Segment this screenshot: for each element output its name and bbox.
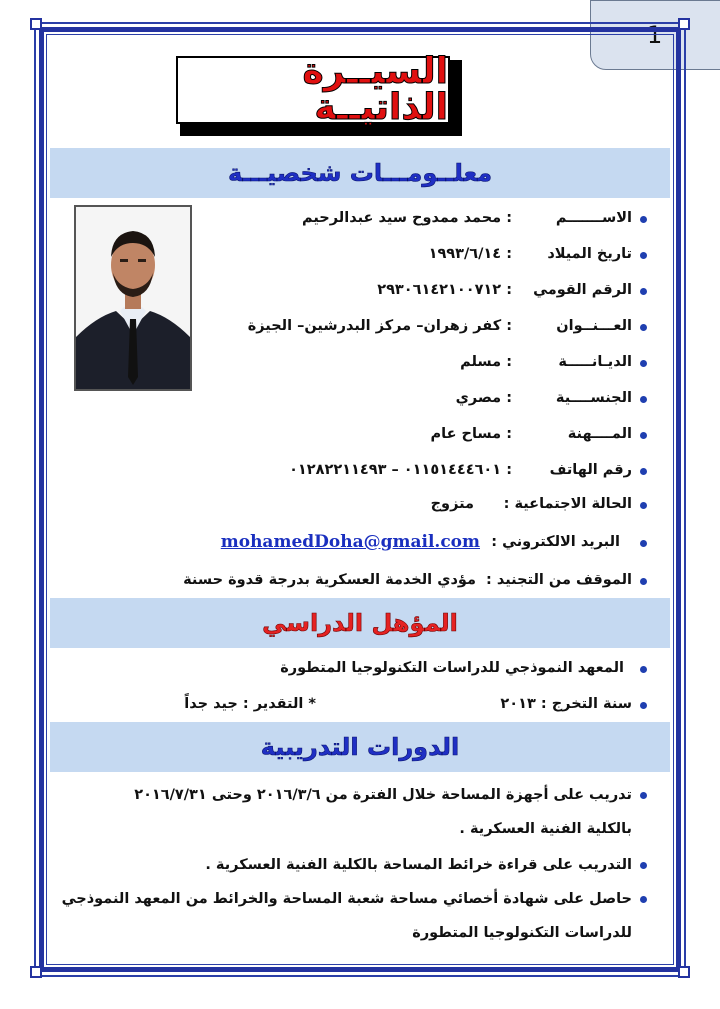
- personal-info-value: : ٠١١٥١٤٤٤٦٠١ – ٠١٢٨٢٢١١٤٩٣: [289, 462, 512, 478]
- email-label: البريد الالكتروني :: [491, 534, 620, 550]
- corner-ornament-bl: [30, 966, 42, 978]
- bullet-icon: [640, 396, 647, 403]
- personal-info-label: الرقم القومي: [533, 282, 632, 298]
- section-title-education: المؤهل الدراسي: [262, 609, 458, 637]
- section-band-education: [50, 598, 670, 648]
- personal-info-label: الجنســــية: [555, 390, 632, 406]
- bullet-icon: [640, 540, 647, 547]
- section-band-courses: [50, 722, 670, 772]
- course-item-1: [52, 778, 632, 846]
- bullet-icon: [640, 792, 647, 799]
- personal-info-label: المــــهنة: [567, 426, 632, 442]
- corner-ornament-br: [678, 966, 690, 978]
- bullet-icon: [640, 324, 647, 331]
- personal-info-value: : مصري: [455, 390, 512, 406]
- personal-info-label: الاســـــــم: [555, 210, 632, 226]
- person-portrait-icon: [76, 207, 190, 389]
- personal-info-label: العـــنــوان: [556, 318, 632, 334]
- bullet-icon: [640, 360, 647, 367]
- personal-info-value: : محمد ممدوح سيد عبدالرحيم: [302, 210, 512, 226]
- course-item-3-line-1: حاصل على شهادة أخصائي مساحة شعبة المساحة والخرائط من المعهد النموذجي: [61, 891, 632, 907]
- personal-info-value: : مساح عام: [430, 426, 512, 442]
- email-link[interactable]: mohamedDoha@gmail.com: [220, 532, 480, 552]
- military-label: الموقف من التجنيد :: [486, 572, 632, 588]
- title-box-inner: [176, 51, 450, 128]
- section-title-personal: معلــومـــات شخصيـــة: [227, 159, 493, 187]
- bullet-icon: [640, 896, 647, 903]
- bullet-icon: [640, 252, 647, 259]
- course-item-3-line-2: للدراسات التكنولوجيا المتطورة: [412, 925, 632, 941]
- education-institute: المعهد النموذجي للدراسات التكنولوجيا المتطورة: [280, 660, 624, 676]
- course-item-1-line-1: تدريب على أجهزة المساحة خلال الفترة من ٢٠١٦/٣/٦ وحتى ٢٠١٦/٧/٣١: [134, 787, 632, 803]
- document-title: السيــرة الذاتيــة: [302, 51, 448, 128]
- course-item-2: [52, 848, 632, 882]
- bullet-icon: [640, 288, 647, 295]
- bullet-icon: [640, 502, 647, 509]
- title-box: [180, 51, 462, 136]
- personal-info-value: : ١٩٩٣/٦/١٤: [428, 246, 512, 262]
- personal-info-value: : كفر زهران– مركز البدرشين– الجيزة: [247, 318, 512, 334]
- bullet-icon: [640, 216, 647, 223]
- section-band-personal: [50, 148, 670, 198]
- marital-value: متزوج: [430, 496, 474, 512]
- personal-info-value: : ٢٩٣٠٦١٤٢١٠٠٧١٢: [377, 282, 512, 298]
- corner-ornament-tr: [678, 18, 690, 30]
- graduation-year: سنة التخرج : ٢٠١٣: [500, 696, 632, 712]
- personal-info-label: رقم الهاتف: [549, 462, 632, 478]
- personal-info-label: تاريخ الميلاد: [547, 246, 632, 262]
- bullet-icon: [640, 578, 647, 585]
- bullet-icon: [640, 432, 647, 439]
- bullet-icon: [640, 666, 647, 673]
- corner-ornament-tl: [30, 18, 42, 30]
- section-title-courses: الدورات التدريبية: [260, 733, 460, 761]
- marital-label: الحالة الاجتماعية :: [503, 496, 632, 512]
- page-number: 1: [647, 21, 663, 49]
- bullet-icon: [640, 468, 647, 475]
- course-item-2-line-1: التدريب على قراءة خرائط المساحة بالكلية الفنية العسكرية .: [205, 857, 632, 873]
- personal-info-label: الديـانـــــة: [558, 354, 632, 370]
- bullet-icon: [640, 862, 647, 869]
- graduation-grade: * التقدير : جيد جداً: [184, 696, 316, 712]
- profile-photo: [74, 205, 192, 391]
- bullet-icon: [640, 702, 647, 709]
- course-item-3: [52, 882, 632, 950]
- military-value: مؤدي الخدمة العسكرية بدرجة قدوة حسنة: [183, 572, 476, 588]
- course-item-1-line-2: بالكلية الفنية العسكرية .: [459, 821, 632, 837]
- personal-info-value: : مسلم: [460, 354, 512, 370]
